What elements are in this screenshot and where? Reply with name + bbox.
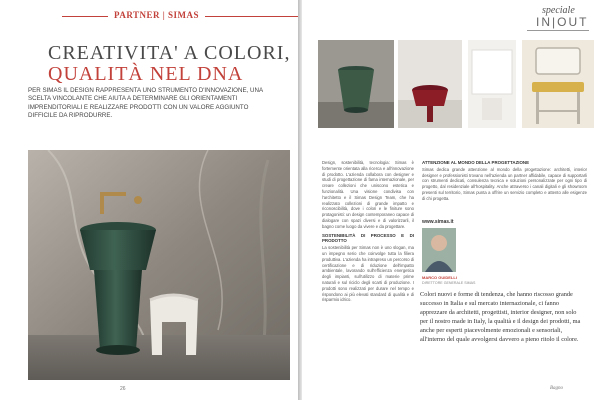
bathroom-illustration [28,150,290,380]
page-number: 26 [120,386,126,392]
thumb-white-interior [468,40,516,128]
author-role: DIRETTORE GENERALE SIMAS [422,281,476,285]
thumb-yellow-washbasin [522,40,594,128]
col1-paragraph: Design, sostenibilità, tecnologia: Simas è fortemente orientata alla ricerca e all'innovazione di prodotto. L'azienda collabora con designer e studi di progettazione di fama internazionale, per creare collezioni che uniscono estetica e funzionalità. Una visione condivisa con l'architetto e il Simas Design Team, che ha realizzato collezioni di grande impatto e riconoscibilità, dove i colori e le finiture sono protagonisti: un design contemporaneo capace di dialogare con spazi diversi e di valorizzarli, il bagno come luogo da vivere e da progettare. [322,160,414,229]
col1-paragraph-2: La sostenibilità per Simas non è uno slogan, ma un impegno serio che coinvolge tutta la filiera produttiva. L'azienda ha intrapreso un percorso di certificazione e di riduzione dell'impatto ambientale, lavorando sull'efficienza energetica degli impianti, sull'utilizzo di materie prime naturali e sul riciclo degli scarti di produzione. I prodotti sono realizzati per durare nel tempo e rispondono ai più elevati standard di qualità e di risparmio idrico. [322,245,414,303]
section-label: speciale [542,5,575,16]
article-column-2 [422,160,587,202]
green-washbasin-illustration [318,40,394,128]
thumb-red-washbasin [398,40,462,128]
pull-quote: Colori nuovi e forme di tendenza, che hanno riscosso grande successo in Italia e sul mercato internazionale, ci fanno apprezzare da architetti, progettisti, interior designer, non solo per il nostro made in Italy, la qualità e il design dei prodotti, ma anche per esperti piacevolmente emozionali e sensoriali, all'interno del quale avvolgersi davvero a pieno ritolo il colore. [420,291,581,343]
col2-paragraph: Simas dedica grande attenzione al mondo della progettazione: architetti, interior designer e professionisti trovano nell'azienda un partner affidabile, capace di supportarli con strumenti dedicati, consulenza tecnica e soluzioni personalizzate per ogni tipo di progetto, dal residenziale all'hospitality. Anche attraverso i canali digitali e gli showroom presenti sul territorio, Simas punta a offrire un servizio completo e attento alle esigenze di chi progetta. [422,166,587,201]
section-rule [527,30,589,31]
intro-paragraph: PER SIMAS IL DESIGN RAPPRESENTA UNO STRUMENTO D'INNOVAZIONE, UNA SCELTA VINCOLANTE CHE AIUTA A DETERMINARE GLI ORIENTAMENTI IMPRENDITORIALI E REALIZZARE PRODOTTI CON UN VALORE AGGIUNTO DIFFICILE DA RIPRODURRE. [28,87,263,120]
red-washbasin-illustration [398,40,462,128]
white-interior-illustration [468,40,516,128]
left-page [0,0,298,400]
yellow-washbasin-illustration [522,40,594,128]
right-page [302,0,600,400]
author-photo [422,228,456,272]
article-column-1 [322,160,414,303]
col2-subheading: ATTENZIONE AL MONDO DELLA PROGETTAZIONE [422,160,529,165]
headline-line2: QUALITÀ NEL DNA [48,63,244,85]
section-title: IN|OUT [536,15,589,29]
main-bathroom-photo [28,150,290,380]
author-name: MARCO GUIDELLI [422,275,457,280]
col1-subheading: SOSTENIBILITÀ DI PROCESSO E DI PRODOTTO [322,232,414,244]
headline-line1: CREATIVITA' A COLORI, [48,42,291,64]
thumb-green-washbasin [318,40,394,128]
website-link[interactable]: www.simas.it [422,219,454,225]
partner-tag: PARTNER | SIMAS [108,10,205,20]
magazine-brand: Bagno [550,386,564,391]
author-portrait [422,228,456,272]
